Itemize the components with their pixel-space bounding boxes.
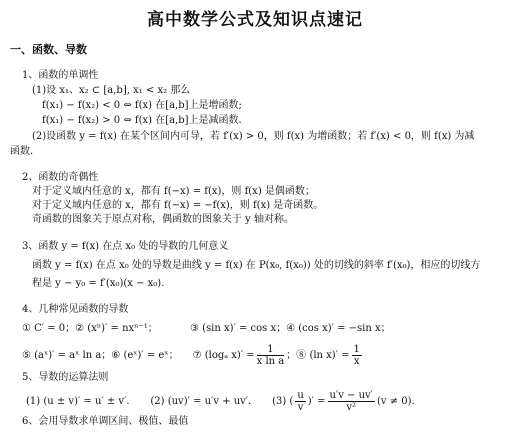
rule-product: (2) (uv)′ = u′v + uv′．: [150, 396, 259, 407]
rule-sum: (1) (u ± v)′ = u′ ± v′．: [26, 396, 137, 407]
page-title: 高中数学公式及知识点速记: [147, 10, 363, 30]
topic-common-derivatives-heading: 4、几种常见函数的导数: [22, 304, 129, 315]
common-derivatives-row2-b: ⑦ (logₐ x)′ =: [192, 350, 255, 361]
derivative-geometry-line-2: 程是 y − y₀ = f′(x₀)(x − x₀).: [32, 278, 165, 289]
topic-derivative-geometry-heading: 3、函数 y = f(x) 在点 x₀ 处的导数的几何意义: [22, 241, 229, 252]
topic-parity-heading: 2、函数的奇偶性: [22, 172, 99, 183]
parity-line-1: 对于定义域内任意的 x，都有 f(−x) = f(x)，则 f(x) 是偶函数；: [32, 186, 315, 197]
derivative-rules-row: [26, 390, 415, 413]
common-derivatives-row1-a: ① C′ = 0；② (xⁿ)′ = nxⁿ⁻¹；: [22, 323, 158, 334]
topic-extrema-heading: 6、会用导数求单调区间、极值、最值: [22, 416, 189, 427]
monotonicity-line-1: (1)设 x₁、x₂ ⊂ [a,b], x₁ < x₂ 那么: [32, 85, 191, 96]
topic-derivative-rules-heading: 5、导数的运算法则: [22, 372, 109, 383]
log-derivative-fraction: $\frac{1}{\text{x ln a}}$: [256, 344, 285, 367]
monotonicity-line-3: f(x₁) − f(x₂) > 0 ⇔ f(x) 在[a,b]上是减函数.: [42, 115, 242, 126]
rule-quotient-eq: )′ =: [307, 396, 326, 407]
topic-monotonicity-heading: 1、函数的单调性: [22, 70, 99, 81]
common-derivatives-row2-a: ⑤ (aˣ)′ = aˣ ln a；⑥ (eˣ)′ = eˣ；: [22, 350, 179, 361]
parity-line-3: 奇函数的图象关于原点对称，偶函数的图象关于 y 轴对称。: [32, 214, 295, 225]
section-heading-functions-derivatives: 一、函数、导数: [10, 43, 87, 56]
monotonicity-line-4: (2)设函数 y = f(x) 在某个区间内可导，若 f′(x) > 0，则 f(x) 为增函数；若 f′(x) < 0，则 f(x) 为减: [32, 131, 475, 142]
rule-quotient-open: (3) (: [272, 396, 294, 407]
common-derivatives-row1-b: ③ (sin x)′ = cos x；④ (cos x)′ = −sin x；: [190, 323, 391, 334]
ln-derivative-fraction: $\frac{1}{x}$: [353, 344, 360, 367]
quotient-result-fraction: $\frac{u'v - uv'}{\text{v²}}$: [329, 390, 373, 413]
common-derivatives-row2-c: ；⑧ (ln x)′ =: [286, 350, 350, 361]
parity-line-2: 对于定义域内任意的 x，都有 f(−x) = −f(x)，则 f(x) 是奇函数。: [32, 200, 324, 211]
monotonicity-line-5: 函数.: [10, 146, 34, 157]
common-derivatives-row2: [22, 344, 364, 367]
monotonicity-line-2: f(x₁) − f(x₂) < 0 ⇔ f(x) 在[a,b]上是增函数;: [42, 100, 242, 111]
quotient-inner-fraction: $\frac{u}{v}$: [297, 390, 304, 413]
rule-quotient-condition: (v ≠ 0).: [376, 396, 415, 407]
derivative-geometry-line-1: 函数 y = f(x) 在点 x₀ 处的导数是曲线 y = f(x) 在 P(x₀, f(x₀)) 处的切线的斜率 f′(x₀)，相应的切线方: [32, 260, 481, 271]
